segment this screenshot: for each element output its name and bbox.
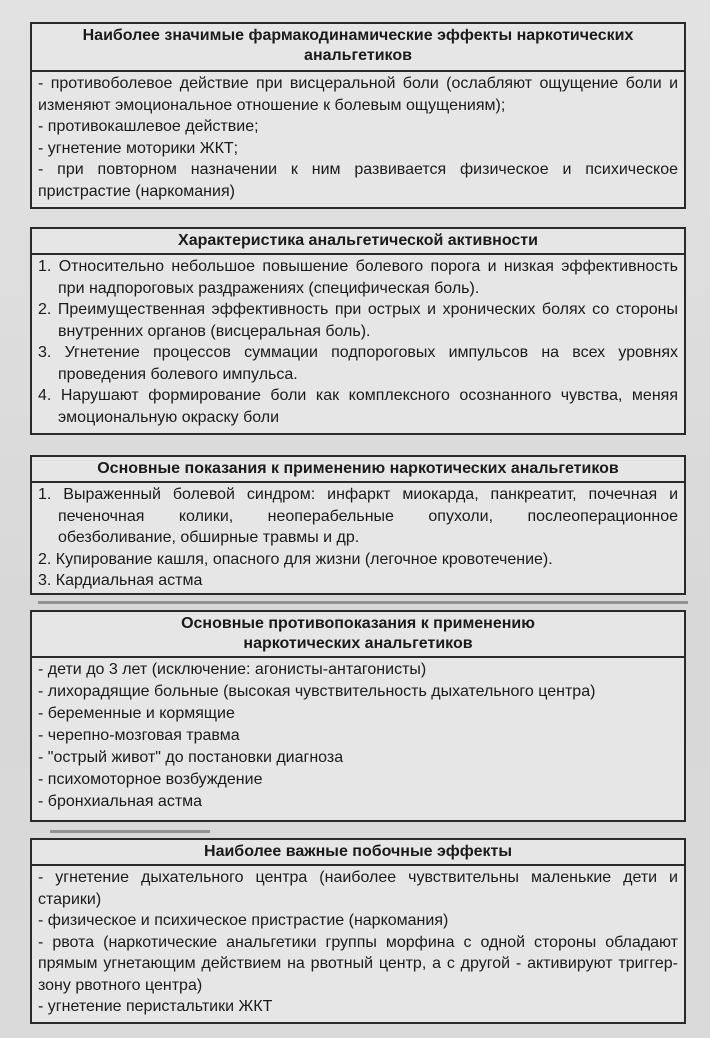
section-title-line: Основные противопоказания к применению [181, 615, 535, 632]
section-title-line: Наиболее важные побочные эффекты [204, 843, 512, 860]
list-item: - противокашлевое действие; [38, 118, 259, 135]
section-title [32, 457, 684, 483]
section-analgesic-activity [30, 227, 686, 435]
section-title [32, 229, 684, 255]
list-item: - "острый живот" до постановки диагноза [38, 749, 344, 766]
list-item: 3. Угнетение процессов суммации подпороговых импульсов на всех уровнях проведения болевого импульса. [38, 344, 678, 383]
section-body [32, 255, 684, 428]
section-body [32, 483, 684, 592]
list-item: - физическое и психическое пристрастие (наркомания) [38, 912, 449, 929]
list-item: 1. Выраженный болевой синдром: инфаркт миокарда, панкреатит, почечная и печеночная колики, неоперабельные опухоли, послеоперационное обезболивание, обширные травмы и др. [38, 486, 678, 546]
list-item: - угнетение перистальтики ЖКТ [38, 998, 273, 1015]
section-side-effects [30, 838, 686, 1024]
pen-scribble [38, 601, 688, 604]
list-item: - психомоторное возбуждение [38, 771, 263, 788]
list-item: - беременные и кормящие [38, 705, 235, 722]
section-title-line: наркотических анальгетиков [243, 635, 473, 652]
section-title-line: Наиболее значимые фармакодинамические эффекты наркотических [82, 27, 634, 44]
list-item: - бронхиальная астма [38, 793, 203, 810]
list-item: - лихорадящие больные (высокая чувствительность дыхательного центра) [38, 683, 596, 700]
pen-scribble [50, 830, 210, 833]
section-title [32, 612, 684, 658]
list-item: 2. Купирование кашля, опасного для жизни (легочное кровотечение). [38, 550, 553, 568]
section-body [32, 866, 684, 1018]
section-indications [30, 455, 686, 595]
list-item: 1. Относительно небольшое повышение болевого порога и низкая эффективность при надпороговых раздражениях (специфическая боль). [38, 258, 678, 297]
list-item: - черепно-мозговая травма [38, 727, 240, 744]
list-item: 3. Кардиальная астма [38, 572, 203, 589]
list-item: - рвота (наркотические анальгетики группы морфина с одной стороны обладают прямым угнетающим действием на рвотный центр, а с другой - активируют триггер-зону рвотного центра) [38, 933, 678, 994]
list-item: - угнетение дыхательного центра (наиболее чувствительны маленькие дети и старики) [38, 869, 678, 908]
section-title [32, 840, 684, 866]
section-body [32, 72, 684, 202]
list-item: - противоболевое действие при висцеральной боли (ослабляют ощущение боли и изменяют эмоциональное отношение к болевым ощущениям); [38, 75, 678, 114]
list-item: - при повторном назначении к ним развивается физическое и психическое пристрастие (наркомания) [38, 161, 678, 200]
list-item: 2. Преимущественная эффективность при острых и хронических болях со стороны внутренних органов (висцеральная боль). [38, 301, 678, 340]
list-item: 4. Нарушают формирование боли как комплексного осознанного чувства, меняя эмоциональную окраску боли [38, 387, 678, 426]
section-title [32, 24, 684, 72]
section-title-line: Характеристика анальгетической активности [178, 232, 538, 249]
list-item: - дети до 3 лет (исключение: агонисты-антагонисты) [38, 661, 427, 678]
list-item: - угнетение моторики ЖКТ; [38, 139, 239, 157]
section-pharmacodynamic-effects [30, 22, 686, 209]
section-contraindications [30, 610, 686, 822]
section-body [32, 658, 684, 813]
section-title-line: анальгетиков [304, 47, 412, 64]
section-title-line: Основные показания к применению наркотических анальгетиков [97, 460, 619, 477]
